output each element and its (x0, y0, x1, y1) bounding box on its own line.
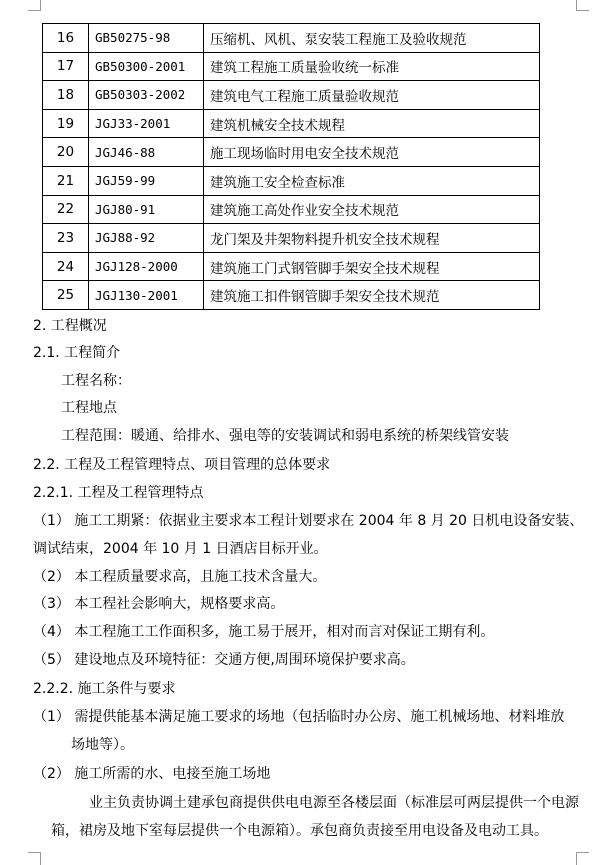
section-heading-2-1: 2.1. 工程简介 (33, 345, 121, 361)
row-number: 21 (43, 166, 89, 195)
standard-code: JGJ59-99 (89, 166, 204, 195)
standard-name: 施工现场临时用电安全技术规范 (204, 138, 540, 167)
condition-1-line-1: （1） 需提供能基本满足施工要求的场地（包括临时办公房、施工机械场地、材料堆放 (33, 709, 565, 725)
standard-code: JGJ130-2001 (89, 281, 204, 310)
section-heading-2-2: 2.2. 工程及工程管理特点、项目管理的总体要求 (33, 457, 331, 473)
standards-table (42, 23, 540, 310)
standard-code: JGJ88-92 (89, 224, 204, 253)
table-row (43, 252, 540, 281)
row-number: 16 (43, 24, 89, 53)
table-row (43, 281, 540, 310)
section-heading-2-2-2: 2.2.2. 施工条件与要求 (33, 681, 176, 697)
feature-2: （2） 本工程质量要求高，且施工技术含量大。 (33, 569, 327, 585)
feature-4: （4） 本工程施工工作面积多，施工易于展开，相对而言对保证工期有利。 (33, 624, 495, 640)
standard-code: JGJ128-2000 (89, 252, 204, 281)
row-number: 25 (43, 281, 89, 310)
row-number: 23 (43, 224, 89, 253)
feature-1-line-1: （1） 施工工期紧：依据业主要求本工程计划要求在 2004 年 8 月 20 日机电设备安装、 (33, 513, 584, 529)
standard-name: 建筑机械安全技术规程 (204, 109, 540, 138)
feature-5: （5） 建设地点及环境特征：交通方便,周围环境保护要求高。 (33, 652, 415, 668)
standard-name: 建筑工程施工质量验收统一标准 (204, 52, 540, 81)
section-heading-2-2-1: 2.2.1. 工程及工程管理特点 (33, 485, 204, 501)
page-corner-mark-bottom-left (28, 852, 41, 865)
project-scope: 工程范围：暖通、给排水、强电等的安装调试和弱电系统的桥架线管安装 (61, 428, 509, 444)
table-row (43, 109, 540, 138)
project-name-label: 工程名称： (61, 373, 131, 389)
table-row (43, 81, 540, 110)
standard-code: JGJ33-2001 (89, 109, 204, 138)
feature-3: （3） 本工程社会影响大，规格要求高。 (33, 596, 285, 612)
table-row (43, 166, 540, 195)
standard-name: 建筑施工扣件钢管脚手架安全技术规范 (204, 281, 540, 310)
standard-name: 建筑电气工程施工质量验收规范 (204, 81, 540, 110)
section-heading-2: 2. 工程概况 (33, 318, 107, 334)
page-corner-mark-top-right (576, 0, 589, 11)
page-corner-mark-bottom-right (576, 852, 589, 865)
condition-2-detail-line-1: 业主负责协调土建承包商提供供电电源至各楼层面（标准层可两层提供一个电源 (89, 795, 579, 811)
standard-name: 龙门架及井架物料提升机安全技术规程 (204, 224, 540, 253)
standard-code: JGJ80-91 (89, 195, 204, 224)
table-row (43, 52, 540, 81)
page-corner-mark-top-left (28, 0, 41, 11)
row-number: 20 (43, 138, 89, 167)
table-row (43, 24, 540, 53)
row-number: 18 (43, 81, 89, 110)
condition-2: （2） 施工所需的水、电接至施工场地 (33, 766, 271, 782)
standard-code: GB50275-98 (89, 24, 204, 53)
table-row (43, 195, 540, 224)
standard-name: 压缩机、风机、泵安装工程施工及验收规范 (204, 24, 540, 53)
standard-code: GB50300-2001 (89, 52, 204, 81)
row-number: 17 (43, 52, 89, 81)
row-number: 22 (43, 195, 89, 224)
feature-1-line-2: 调试结束，2004 年 10 月 1 日酒店目标开业。 (33, 541, 328, 557)
standard-name: 建筑施工安全检查标准 (204, 166, 540, 195)
condition-2-detail-line-2: 箱，裙房及地下室每层提供一个电源箱）。承包商负责接至用电设备及电动工具。 (51, 823, 548, 839)
standard-name: 建筑施工门式钢管脚手架安全技术规程 (204, 252, 540, 281)
standard-code: JGJ46-88 (89, 138, 204, 167)
table-row (43, 138, 540, 167)
table-row (43, 224, 540, 253)
standard-name: 建筑施工高处作业安全技术规范 (204, 195, 540, 224)
project-location-label: 工程地点 (61, 400, 117, 416)
condition-1-line-2: 场地等）。 (71, 737, 134, 753)
row-number: 19 (43, 109, 89, 138)
standard-code: GB50303-2002 (89, 81, 204, 110)
row-number: 24 (43, 252, 89, 281)
